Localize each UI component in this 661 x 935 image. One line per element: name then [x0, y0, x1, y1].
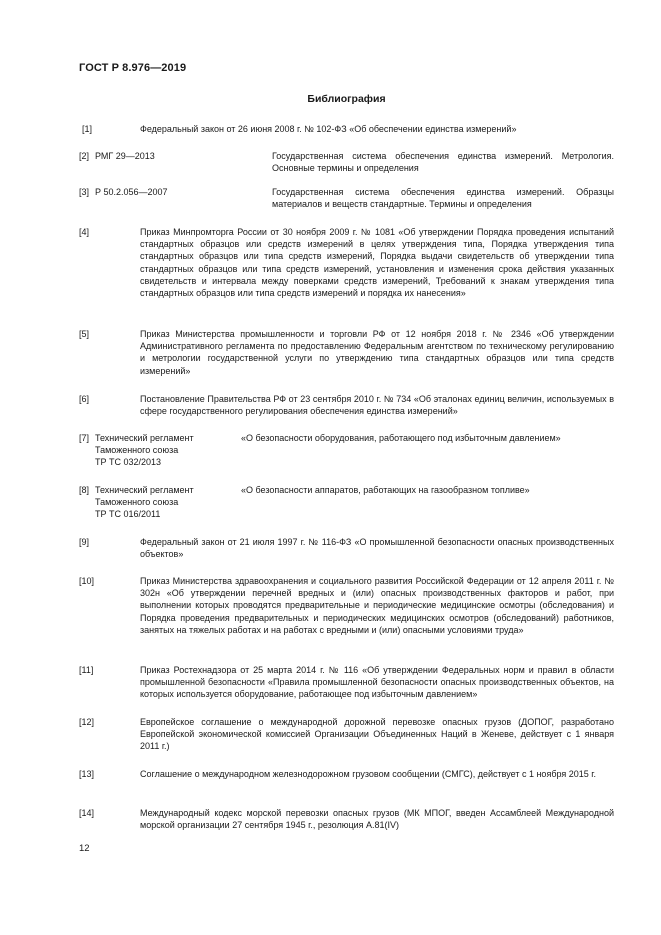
entry-designation-line: Таможенного союза — [95, 445, 179, 456]
entry-text: Европейское соглашение о международной дорожной перевозке опасных грузов (ДОПОГ, разработано Европейской экономической комиссией Организации Объединенных Наций в Женеве, действует с 1 января 2011 г.) — [140, 717, 614, 752]
entry-designation-line: Р 50.2.056—2007 — [95, 187, 168, 197]
entry-designation — [95, 484, 194, 521]
page-number: 12 — [79, 843, 90, 854]
entry-number: [2] — [79, 151, 90, 161]
entry-number: [11] — [79, 665, 94, 675]
entry-number: [13] — [79, 769, 95, 779]
entry-number: [8] — [79, 485, 90, 495]
entry-number: [5] — [79, 329, 90, 339]
entry-text: Приказ Ростехнадзора от 25 марта 2014 г. № 116 «Об утверждении Федеральных норм и правил в области промышленной безопасности «Правила промышленной безопасности опасных производственных объектов, на которых используется оборудование, работающее под избыточным давлением» — [140, 665, 614, 700]
entry-text: Приказ Минпромторга России от 30 ноября 2009 г. № 1081 «Об утверждении Порядка проведения испытаний стандартных образцов или средств измерений в целях утверждения типа, Порядка утверждения типа стандартных образцов или типа средств измерений, Порядка выдачи свидетельств об утверждении типа стандартных образцов или типа средств измерений, установления и изменения срока действия указанных свидетельств и интервала между поверками средств измерений, Требований к знакам утверждения типа стандартных образцов или типа средств измерений и порядка их нанесения» — [140, 227, 614, 299]
entry-number: [7] — [79, 433, 90, 443]
entry-designation-line: Технический регламент — [95, 433, 194, 443]
entry-number: [12] — [79, 717, 95, 727]
entry-text: Соглашение о международном железнодорожном грузовом сообщении (СМГС), действует с 1 ноября 2015 г. — [140, 769, 596, 779]
entry-designation — [95, 432, 194, 469]
entry-designation-line: Технический регламент — [95, 485, 194, 495]
entry-text: Постановление Правительства РФ от 23 сентября 2010 г. № 734 «Об эталонах единиц величин, используемых в сфере государственного регулирования обеспечения единства измерений» — [140, 394, 614, 417]
entry-number: [3] — [79, 187, 90, 197]
entry-text: Приказ Министерства промышленности и торговли РФ от 12 ноября 2018 г. № 2346 «Об утверждении Административного регламента по предоставлению Федеральным агентством по техническому регулированию и метрологии государственной услуги по утверждению типа стандартных образцов или типа средств измерений» — [140, 329, 614, 376]
entry-number: [1] — [82, 124, 93, 134]
entry-text: Международный кодекс морской перевозки опасных грузов (МК МПОГ, введен Ассамблеей Международной морской организации 27 сентября 1945 г., резолюция A.81(IV) — [140, 808, 614, 831]
entry-number: [10] — [79, 576, 95, 586]
entry-designation — [95, 150, 155, 162]
entry-designation-line: РМГ 29—2013 — [95, 151, 155, 161]
entry-text: «О безопасности оборудования, работающего под избыточным давлением» — [241, 433, 561, 443]
entry-designation-line: ТР ТС 032/2013 — [95, 457, 162, 468]
entry-number: [6] — [79, 394, 90, 404]
entry-number: [14] — [79, 808, 95, 818]
entry-text: Приказ Министерства здравоохранения и социального развития Российской Федерации от 12 апреля 2011 г. № 302н «Об утверждении перечней вредных и (или) опасных производственных факторов и работ, при выполнении которых проводятся предварительные и периодические медицинские осмотры (обследования) и Порядка проведения предварительных и периодических медицинских осмотров (обследований) работников, занятых на тяжелых работах и на работах с вредными и (или) опасными условиями труда» — [140, 576, 614, 635]
bibliography-title-text: Библиография — [307, 93, 386, 105]
entry-text: Федеральный закон от 21 июля 1997 г. № 116-ФЗ «О промышленной безопасности опасных производственных объектов» — [140, 537, 614, 560]
entry-number: [9] — [79, 537, 90, 547]
entry-designation-line: Таможенного союза — [95, 497, 179, 508]
document-header: ГОСТ Р 8.976—2019 — [79, 62, 187, 74]
entry-designation-line: ТР ТС 016/2011 — [95, 509, 161, 520]
entry-designation — [95, 186, 168, 198]
bibliography-title — [0, 93, 661, 105]
entry-number: [4] — [79, 227, 90, 237]
entry-text: Государственная система обеспечения единства измерений. Метрология. Основные термины и определения — [272, 151, 614, 174]
entry-text: Федеральный закон от 26 июня 2008 г. № 102-ФЗ «Об обеспечении единства измерений» — [140, 124, 517, 134]
entry-text: Государственная система обеспечения единства измерений. Образцы материалов и веществ стандартные. Термины и определения — [272, 187, 614, 210]
entry-text: «О безопасности аппаратов, работающих на газообразном топливе» — [241, 485, 530, 495]
